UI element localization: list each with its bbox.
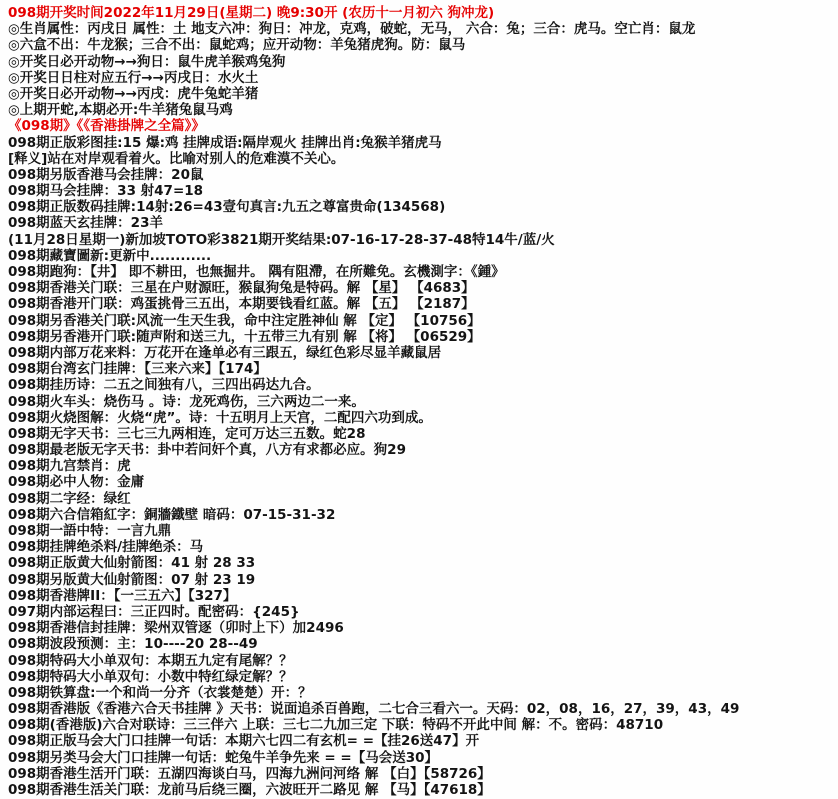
tip-line: 098期一語中特：一言九鼎 <box>8 523 172 539</box>
lottery-tips-list <box>8 5 838 798</box>
tip-line: 098期另版黄大仙射箭图：07 射 23 19 <box>8 571 256 588</box>
tip-line: (11月28日星期一)新加坡TOTO彩3821期开奖结果:07-16-17-28-37-48特14牛/蓝/火 <box>8 231 555 248</box>
tip-line: 098期另版香港马会挂牌：20鼠 <box>8 166 204 183</box>
tip-line: ◎六盒不出：牛龙猴；三合不出：鼠蛇鸡；应开动物：羊兔猪虎狗。防：鼠马 <box>8 37 466 54</box>
tip-line: 098期蓝天玄挂牌：23羊 <box>8 215 163 232</box>
tip-line: 098期另香港开门联:随声附和送三九，十五带三九有别 解 【将】 【06529】 <box>8 328 481 345</box>
tip-line: 098期波段预测：主：10----20 28--49 <box>8 636 258 653</box>
tip-line: 098期香港生活开门联：五湖四海谈白马，四海九洲问河络 解 【白】【58726】 <box>8 765 491 782</box>
tip-line: 098期特码大小单双句：本期五九定有尾解？？ <box>8 652 293 669</box>
tip-line: 098期香港版《香港六合天书挂牌 》天书：说面追杀百兽跑，二七合三看六一。天码：02，08，16，27，39，43，49 <box>8 701 740 718</box>
tip-line: 098期内部万花来料：万花开在逢单必有三跟五，绿红色彩尽显羊藏鼠居 <box>8 344 442 361</box>
tip-line: 098期(香港版)六合对联诗：三三伴六 上联：三七二九加三定 下联：特码不开此中间 解：不。密码：48710 <box>8 717 664 734</box>
tip-line: 098期铁算盘:一个和尚一分齐（衣裳楚楚）开：？ <box>8 684 312 701</box>
tip-line: 098期无字天书：三七三九两相连，定可万达三五数。蛇28 <box>8 425 366 442</box>
tip-line: 098期正版数码挂牌:14射:26=43壹句真言:九五之尊富贵命(134568) <box>8 199 446 216</box>
tip-line: 098期开奖时间2022年11月29日(星期二) 晚9:30开 (农历十一月初六 狗冲龙) <box>8 5 495 21</box>
tip-line: 098期香港信封挂牌：梁州双管逐（卯时上下）加2496 <box>8 620 344 637</box>
tip-line: 098期香港关门联：三星在户财源旺，猴鼠狗兔是特码。解 【星】 【4683】 <box>8 280 475 297</box>
tip-line: 098期九宫禁肖：虎 <box>8 458 131 475</box>
tip-line: 097期内部运程曰：三正四时。配密码：{245} <box>8 603 300 620</box>
tip-line: 098期跑狗：【井】 即不耕田，也無掘井。 隅有阻滯，在所難免。玄機測字：《鍾》 <box>8 264 505 280</box>
tip-line: ◎开奖日必开动物→→丙戌：虎牛兔蛇羊猪 <box>8 85 259 102</box>
tip-line: 098期香港牌II：【一三五六】【327】 <box>8 587 237 604</box>
tip-line: ◎生肖属性：丙戌日 属性：土 地支六冲：狗日：冲龙，克鸡，破蛇，无马， 六合：兔；三合：虎马。空亡肖：鼠龙 <box>8 21 696 38</box>
tip-line: 098期必中人物：金庸 <box>8 474 145 491</box>
tip-line: 098期火烧图解：火烧“虎”。诗：十五明月上天宫，二配四六功到成。 <box>8 409 432 426</box>
tip-line: 098期二字经：绿红 <box>8 490 131 507</box>
tip-line: 《098期》《《香港掛牌之全篇》》 <box>8 118 205 135</box>
tip-line: 098期马会挂牌：33 射47=18 <box>8 183 204 200</box>
tip-line: 098期正版黄大仙射箭图：41 射 28 33 <box>8 555 256 572</box>
tip-line: 098期香港生活关门联：龙前马后绕三圈，六波旺开二路见 解 【马】【47618】 <box>8 782 491 798</box>
tip-line: 098期挂牌绝杀料/挂牌绝杀：马 <box>8 539 204 556</box>
tip-line: 098期挂历诗：二五之间独有八，三四出码达九合。 <box>8 377 320 394</box>
tip-line: 098期另香港关门联:风流一生天生我，命中注定胜神仙 解 【定】 【10756】 <box>8 312 481 329</box>
tip-line: ◎开奖日必开动物→→狗日：鼠牛虎羊猴鸡兔狗 <box>8 53 286 70</box>
tip-line: ◎开奖日日柱对应五行→→丙戌日：水火土 <box>8 69 259 86</box>
tip-line: 098期最老版无字天书：卦中若问奸个真，八方有求都必应。狗29 <box>8 442 406 459</box>
tip-line: 098期另类马会大门口挂牌一句话：蛇兔牛羊争先来 = =【马会送30】 <box>8 749 438 766</box>
tip-line: ◎上期开蛇,本期必开:牛羊猪兔鼠马鸡 <box>8 102 233 119</box>
tip-line: [释义]站在对岸观看着火。比喻对别人的危难漠不关心。 <box>8 150 345 167</box>
tip-line: 098期台湾玄门挂牌：【三来六来】【174】 <box>8 361 267 378</box>
tip-line: 098期六合信箱紅字：銅牆鐵壁 暗码：07-15-31-32 <box>8 506 336 523</box>
tip-line: 098期正版彩图挂:15 爆:鸡 挂牌成语:隔岸观火 挂牌出肖:兔猴羊猪虎马 <box>8 134 442 151</box>
tip-line: 098期火车头：烧伤马 。诗：龙死鸡伤，三六两边二一来。 <box>8 393 365 410</box>
tip-line: 098期特码大小单双句：小数中特红绿定解？？ <box>8 668 293 685</box>
tip-line: 098期正版马会大门口挂牌一句话：本期六七四二有玄机= =【挂26送47】开 <box>8 733 480 750</box>
tip-line: 098期香港开门联：鸡蛋挑骨三五出，本期要钱看红蓝。解 【五】 【2187】 <box>8 296 475 313</box>
tip-line: 098期藏寶圖新:更新中............ <box>8 247 212 264</box>
